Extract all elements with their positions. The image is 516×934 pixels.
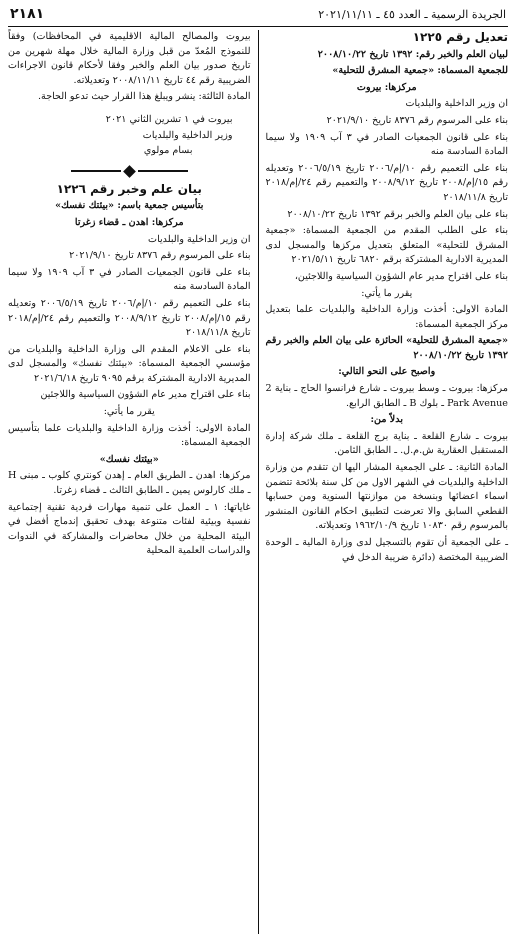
column-divider (258, 30, 259, 934)
two-column-body (8, 30, 508, 934)
diamond-icon (123, 165, 136, 178)
notice-title: بيان علم وخبر رقم ١٢٢٦ (56, 181, 202, 196)
decision-heading: يقرر ما يأتي: (361, 287, 413, 299)
paragraph: بناء على التعميم رقم ١٠/إم/٢٠٠٦ تاريخ ٢٠٠٦/٥/١٩ وتعديله رقم ١٥/إم/٢٠٠٨ تاريخ ٢٠٠٨/٩/١٢ والتعميم رقم ٢٤/إم/٢٠١٨ تاريخ ٢٠١٨/١١/٨ (8, 297, 251, 339)
article-3: المادة الثالثة: ينشر ويبلغ هذا القرار حيث تدعو الحاجة. (38, 91, 251, 103)
article-1: المادة الاولى: أخذت وزارة الداخلية والبلديات علما بتعديل مركز الجمعية المسماة: (265, 304, 508, 330)
amendment-title: تعديل رقم ١٢٢٥ (412, 30, 508, 44)
amendment-subtitle-2: للجمعية المسماة: «جمعية المشرق للتحلية» (332, 65, 508, 77)
left-column (8, 30, 255, 934)
notice-subtitle: بتأسيس جمعية باسم: «بيئتك نفسك» (55, 200, 204, 212)
separator-line (71, 170, 121, 172)
became-heading: واصبح على النحو التالي: (338, 366, 436, 378)
paragraph: بناء على قانون الجمعيات الصادر في ٣ آب ١٩٠٩ ولا سيما المادة السادسة منه (265, 131, 508, 158)
notice-location: مركزها: اهدن ـ قضاء زغرتا (74, 216, 184, 228)
paragraph: بناء على الطلب المقدم من الجمعية المسماة: «جمعية المشرق للتحلية» المتعلق بتعديل مركزها والمسجل لدى المديرية الادارية المشتركة برقم ٦٨٢٠ تاريخ ٢٠٢١/٥/١١ (265, 225, 508, 266)
signature-block (8, 113, 233, 159)
paragraph: ـ على الجمعية أن تقوم بالتسجيل لدى وزارة المالية ـ الوحدة الضريبية المختصة (دائرة ضريبة الدخل في (265, 537, 508, 563)
signature-name: بسام مولوي (143, 145, 193, 157)
article-2: المادة الثانية: ـ على الجمعية المشار اليها ان تتقدم من وزارة الداخلية والبلديات في الشهر الاول من كل سنة بلائحة تتضمن اسماء اعضائها وبنسخة من موازنتها السنوية ومن حسابها القطعي السابق والا تعرضت لتطبيق احكام القانون المنشور بالمرسوم رقم ١٠٨٣٠ تاريخ ١٩٦٢/١٠/٩ وتعديلاته. (265, 462, 508, 532)
decision-heading: يقرر ما يأتي: (103, 406, 155, 418)
signature-role: وزير الداخلية والبلديات (142, 129, 233, 141)
paragraph: بناء على المرسوم رقم ٨٣٧٦ تاريخ ٢٠٢١/٩/١٠ (326, 114, 508, 126)
paragraph: بناء على اقتراح مدير عام الشؤون السياسية واللاجئين، (294, 270, 508, 282)
page-header (8, 0, 508, 27)
association-name: «جمعية المشرق للتحلية» الحائزة على بيان العلم والخبر رقم ١٣٩٢ تاريخ ٢٠٠٨/١٠/٢٢ (265, 335, 508, 361)
article-1: المادة الاولى: أخذت وزارة الداخلية والبلديات علما بتأسيس الجمعية المسماة: (8, 422, 251, 449)
new-headquarters: مركزها: بيروت ـ وسط بيروت ـ شارع فرانسوا الحاج ـ بناية 2 Park Avenue ـ بلوك B ـ الطابق الرابع. (265, 383, 508, 409)
paragraph: بناء على المرسوم رقم ٨٣٧٦ تاريخ ٢٠٢١/٩/١٠ (69, 250, 251, 262)
section-separator (8, 167, 251, 176)
right-column (262, 30, 509, 934)
headquarters: مركزها: اهدن ـ الطريق العام ـ إهدن كونتري كلوب ـ مبنى H ـ ملك كارلوس يمين ـ الطابق الثالث ـ قضاء زغرتا. (8, 470, 251, 497)
paragraph: بناء على بيان العلم والخبر برقم ١٣٩٢ تاريخ ٢٠٠٨/١٠/٢٢ (287, 208, 508, 220)
objectives: غاياتها: ١ ـ العمل على تنمية مهارات فردية تقنية إجتماعية نفسية وبيئية لفئات متنوعة بهدف تحقيق إندماج أفضل في البيئة المحلية من خلال محاضرات والمشاركة في الندوات والدراسات العلمية المحلية (8, 501, 251, 557)
separator-line (138, 170, 188, 172)
association-name: «بيئتك نفسك» (99, 453, 159, 465)
instead-of-heading: بدلاً من: (370, 414, 403, 426)
paragraph: بناء على التعميم رقم ١٠/إم/٢٠٠٦ تاريخ ٢٠٠٦/٥/١٩ وتعديله رقم ١٥/إم/٢٠٠٨ تاريخ ٢٠٠٨/٩/١٢ والتعميم رقم ٢٤/إم/٢٠١٨ تاريخ ٢٠١٨/١١/٨ (265, 162, 508, 203)
old-headquarters: بيروت ـ شارع القلعة ـ بناية برج القلعة ـ ملك شركة إدارة المستقبل العقارية ش.م.ل. ـ الطابق الثامن. (265, 430, 508, 457)
paragraph: بناء على اقتراح مدير عام الشؤون السياسية واللاجئين (40, 389, 251, 401)
page-number: ٢١٨١ (10, 6, 45, 22)
amendment-location: مركزها: بيروت (356, 81, 417, 93)
paragraph: ان وزير الداخلية والبلديات (148, 233, 251, 245)
amendment-subtitle-1: لبيان العلم والخبر رقم: ١٣٩٢ تاريخ ٢٠٠٨/١٠/٢٢ (317, 48, 508, 60)
paragraph: بيروت والمصالح المالية الاقليمية في المحافظات) وفقاً للنموذج المُعدّ من قبل وزارة المالية خلال مهلة شهرين من تاريخ صدور بيان العلم والخبر وفقا لأحكام قانون الاجراءات الضريبية رقم ٤٤ تاريخ ٢٠٠٨/١١/١١ وتعديلاته. (8, 31, 251, 86)
paragraph: ان وزير الداخلية والبلديات (405, 98, 508, 110)
signature-date: بيروت في ١ تشرين الثاني ٢٠٢١ (105, 113, 233, 125)
paragraph: بناء على الاعلام المقدم الى وزارة الداخلية والبلديات من مؤسسي الجمعية المسماة: «بيئتك نفسك» والمسجل لدى المديرية الادارية المشتركة برقم ٩٠٩٥ تاريخ ٢٠٢١/٦/١٨ (8, 343, 251, 384)
gazette-issue-line: الجريدة الرسمية ـ العدد ٤٥ ـ ٢٠٢١/١١/١١ (318, 7, 506, 21)
gazette-page (8, 0, 508, 934)
paragraph: بناء على قانون الجمعيات الصادر في ٣ آب ١٩٠٩ ولا سيما المادة السادسة منه (8, 266, 251, 293)
